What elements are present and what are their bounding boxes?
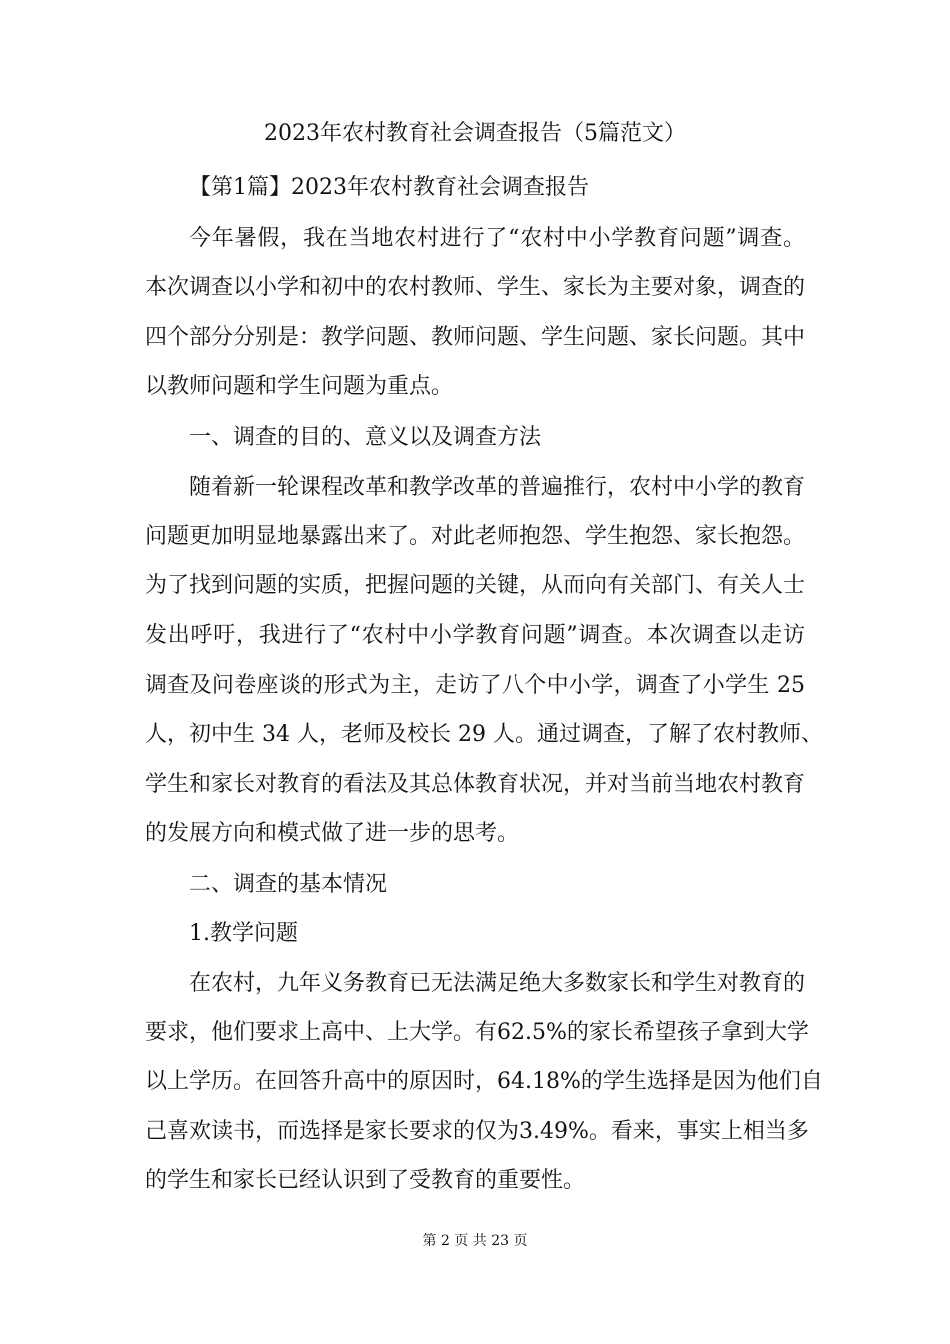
paragraph-line: 学生和家长对教育的看法及其总体教育状况，并对当前当地农村教育 [145,772,806,797]
paragraph-line: 在农村，九年义务教育已无法满足绝大多数家长和学生对教育的 [189,971,806,996]
paragraph-line: 的学生和家长已经认识到了受教育的重要性。 [145,1168,586,1193]
paragraph-line: 人，初中生 34 人，老师及校长 29 人。通过调查，了解了农村教师、 [145,722,823,747]
section-heading-1: 【第1篇】2023年农村教育社会调查报告 [189,175,589,200]
subsection-heading: 二、调查的基本情况 [189,872,388,897]
paragraph-line: 随着新一轮课程改革和教学改革的普遍推行，农村中小学的教育 [189,475,806,500]
paragraph-line: 己喜欢读书，而选择是家长要求的仅为3.49%。看来，事实上相当多 [145,1119,809,1144]
subsection-heading: 1.教学问题 [189,921,298,946]
paragraph-line: 为了找到问题的实质，把握问题的关键，从而向有关部门、有关人士 [145,573,806,598]
paragraph-line: 今年暑假，我在当地农村进行了“农村中小学教育问题”调查。 [189,226,805,251]
document-title: 2023年农村教育社会调查报告（5篇范文） [264,121,686,146]
page-footer: 第 2 页 共 23 页 [422,1233,528,1249]
paragraph-line: 以教师问题和学生问题为重点。 [145,374,454,399]
paragraph-line: 的发展方向和模式做了进一步的思考。 [145,821,520,846]
subsection-heading: 一、调查的目的、意义以及调查方法 [189,425,542,450]
paragraph-line: 发出呼吁，我进行了“农村中小学教育问题”调查。本次调查以走访 [145,623,805,648]
paragraph-line: 问题更加明显地暴露出来了。对此老师抱怨、学生抱怨、家长抱怨。 [145,524,806,549]
paragraph-line: 本次调查以小学和初中的农村教师、学生、家长为主要对象，调查的 [145,275,806,300]
paragraph-line: 四个部分分别是：教学问题、教师问题、学生问题、家长问题。其中 [145,325,806,350]
paragraph-line: 以上学历。在回答升高中的原因时，64.18%的学生选择是因为他们自 [145,1069,823,1094]
paragraph-line: 调查及问卷座谈的形式为主，走访了八个中小学，调查了小学生 25 [145,673,805,698]
paragraph-line: 要求，他们要求上高中、上大学。有62.5%的家长希望孩子拿到大学 [145,1020,809,1045]
